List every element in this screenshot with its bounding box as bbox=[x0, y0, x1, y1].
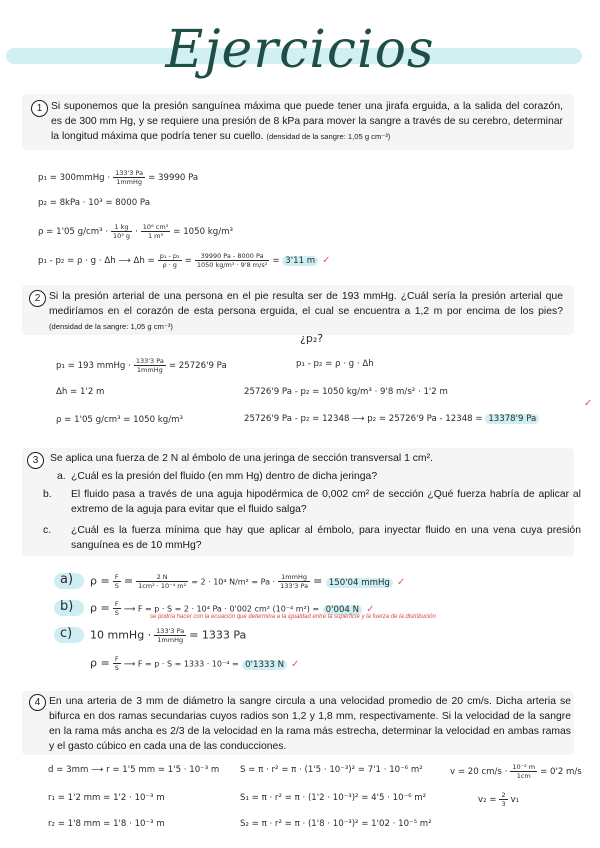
part-c-label: c) bbox=[60, 626, 73, 641]
q3-work-b: ρ = $\frac{F}{S}$ ⟶ F = p · S = 2 · 10⁴ Pa · 0'002 cm² (10⁻⁴ m²) = 0'004 N ✓ bbox=[90, 600, 375, 617]
question-1-number: 1 bbox=[31, 100, 48, 117]
question-3-number: 3 bbox=[27, 452, 44, 469]
q1-work-line-4: p₁ - p₂ = ρ · g · Δh ⟶ Δh = $\frac{\text{p₁ - p₂}}{\rho \cdot g}$ = $\frac{39990 Pa - 8000 Pa}{\text{1050 kg/m³ · 9'8 m/s²}}$ = 3'11 m ✓ bbox=[38, 252, 331, 269]
q1-work-line-1: p₁ = 300mmHg · $\frac{133'3 Pa}{\text{1mmHg}}$ = 39990 Pa bbox=[38, 169, 199, 186]
q4-work-line-3: r₂ = 1'8 mm = 1'8 · 10⁻³ m bbox=[48, 819, 165, 829]
question-2-number: 2 bbox=[29, 290, 46, 307]
question-3-item-b: b. El fluido pasa a través de una aguja hipodérmica de 0,002 cm² de sección ¿Qué fuerza habría de aplicar al extremo de la aguja para evitar que el fluido salga? bbox=[43, 489, 581, 515]
q2-work-line-1r: p₁ - p₂ = ρ · g · Δh bbox=[296, 359, 374, 369]
q4-work-line-1r: v = 20 cm/s · $\frac{\text{10⁻² m}}{1cm}$ = 0'2 m/s bbox=[450, 763, 582, 780]
check-icon: ✓ bbox=[322, 255, 331, 266]
question-4-number: 4 bbox=[29, 694, 46, 711]
q4-work-line-2r: v₂ = $\frac{2}{3}$ v₁ bbox=[478, 791, 520, 808]
question-2-text: Si la presión arterial de una persona en el pie resulta ser de 193 mmHg. ¿Cuál sería la presión arterial que mediríamos en el corazón de esta persona erguida, el cual se encuentra a 1,2 m por encima de los pies? (densidad de la sangre: 1,05 g cm⁻³) bbox=[49, 291, 563, 331]
part-a-label: a) bbox=[60, 572, 74, 587]
check-icon: ✓ bbox=[584, 398, 593, 409]
check-icon: ✓ bbox=[291, 658, 300, 670]
question-3-text: Se aplica una fuerza de 2 N al émbolo de una jeringa de sección transversal 1 cm². bbox=[50, 453, 433, 464]
q2-answer: 13378'9 Pa bbox=[485, 414, 539, 424]
check-icon: ✓ bbox=[396, 576, 406, 588]
q3-answer-a: 150'04 mmHg bbox=[326, 578, 393, 588]
q1-answer: 3'11 m bbox=[282, 256, 318, 266]
question-4-text: En una arteria de 3 mm de diámetro la sangre circula a una velocidad promedio de 20 cm/s. Dicha arteria se bifurca en dos ramas secundarias cuyos radios son 1,2 y 1,8 mm, respectivamente. Si la velocidad de la sangre en la rama más ancha es 2/3 de la velocidad en la rama más estrecha, determinar la velocidad en ambas ramas y el gasto cúbico en cada una de las conducciones. bbox=[49, 696, 571, 752]
q1-work-line-3: ρ = 1'05 g/cm³ · $\frac{1 kg}{\text{10³ g}}$ · $\frac{\text{10⁶ cm³}}{\text{1 m³}}$ = 1050 kg/m³ bbox=[38, 223, 233, 240]
q4-work-line-2: r₁ = 1'2 mm = 1'2 · 10⁻³ m bbox=[48, 793, 165, 803]
q4-work-line-1m: S = π · r² = π · (1'5 · 10⁻³)² = 7'1 · 10⁻⁶ m² bbox=[240, 765, 423, 775]
question-3-item-c: c. ¿Cuál es la fuerza mínima que hay que aplicar al émbolo, para inyectar fluido en una vena cuya presión sanguínea es de 10 mmHg? bbox=[43, 525, 581, 551]
question-2-note: (densidad de la sangre: 1,05 g cm⁻³) bbox=[49, 322, 173, 331]
q4-work-line-3m: S₂ = π · r² = π · (1'8 · 10⁻³)² = 1'02 · 10⁻⁵ m² bbox=[240, 819, 432, 829]
q2-work-line-2r: 25726'9 Pa - p₂ = 1050 kg/m³ · 9'8 m/s² · 1'2 m bbox=[244, 387, 448, 397]
q3-work-a: ρ = $\frac{F}{S}$ = $\frac{2 N}{\text{1cm² · 10⁻⁴ m²}}$ = 2 · 10⁴ N/m² = Pa · $\frac{\text{1mmHg}}{133'3 Pa}$ = 150'04 mmHg ✓ bbox=[90, 573, 406, 590]
part-b-label: b) bbox=[60, 599, 74, 614]
q3-work-c: 10 mmHg · $\frac{133'3 Pa}{\text{1mmHg}}$ = 1333 Pa bbox=[90, 627, 247, 644]
q4-work-line-2m: S₁ = π · r² = π · (1'2 · 10⁻³)² = 4'5 · 10⁻⁶ m² bbox=[240, 793, 427, 803]
page-title: Ejercicios bbox=[165, 20, 435, 80]
question-3-item-a: a. ¿Cuál es la presión del fluido (en mm Hg) dentro de dicha jeringa? bbox=[57, 471, 378, 482]
question-1-note: (densidad de la sangre: 1,05 g cm⁻³) bbox=[266, 132, 391, 141]
q2-work-line-3r: 25726'9 Pa - p₂ = 12348 ⟶ p₂ = 25726'9 Pa - 12348 = 13378'9 Pa bbox=[244, 413, 539, 425]
q4-work-line-1: d = 3mm ⟶ r = 1'5 mm = 1'5 · 10⁻³ m bbox=[48, 765, 220, 775]
q2-work-line-1: p₁ = 193 mmHg · $\frac{133'3 Pa}{\text{1mmHg}}$ = 25726'9 Pa bbox=[56, 357, 227, 374]
q2-question: ¿p₂? bbox=[300, 332, 324, 345]
q3-answer-c: 0'1333 N bbox=[242, 660, 287, 670]
q2-work-line-2: Δh = 1'2 m bbox=[56, 387, 105, 397]
q3-work-c2: ρ = $\frac{F}{S}$ ⟶ F = p · S = 1333 · 10⁻⁴ = 0'1333 N ✓ bbox=[90, 655, 300, 672]
q3-answer-b: 0'004 N bbox=[323, 605, 362, 615]
q1-work-line-2: p₂ = 8kPa · 10³ = 8000 Pa bbox=[38, 198, 150, 208]
check-icon: ✓ bbox=[366, 603, 375, 615]
question-1-text: Si suponemos que la presión sanguínea máxima que puede tener una jirafa erguida, a la salida del corazón, es de 300 mm Hg, y se requiere una presión de 8 kPa para mover la sangre a través de su cerebro, determinar la longitud máxima que podría tener su cuello. (densidad de la sangre: 1,05 g cm⁻³) bbox=[51, 101, 563, 142]
q3-red-note: se podría hacer con la ecuación que determina a la igualdad entre la superficie y la fuerza de la distribución bbox=[150, 614, 436, 620]
q2-check bbox=[580, 398, 592, 410]
q2-work-line-3: ρ = 1'05 g/cm³ = 1050 kg/m³ bbox=[56, 415, 183, 425]
